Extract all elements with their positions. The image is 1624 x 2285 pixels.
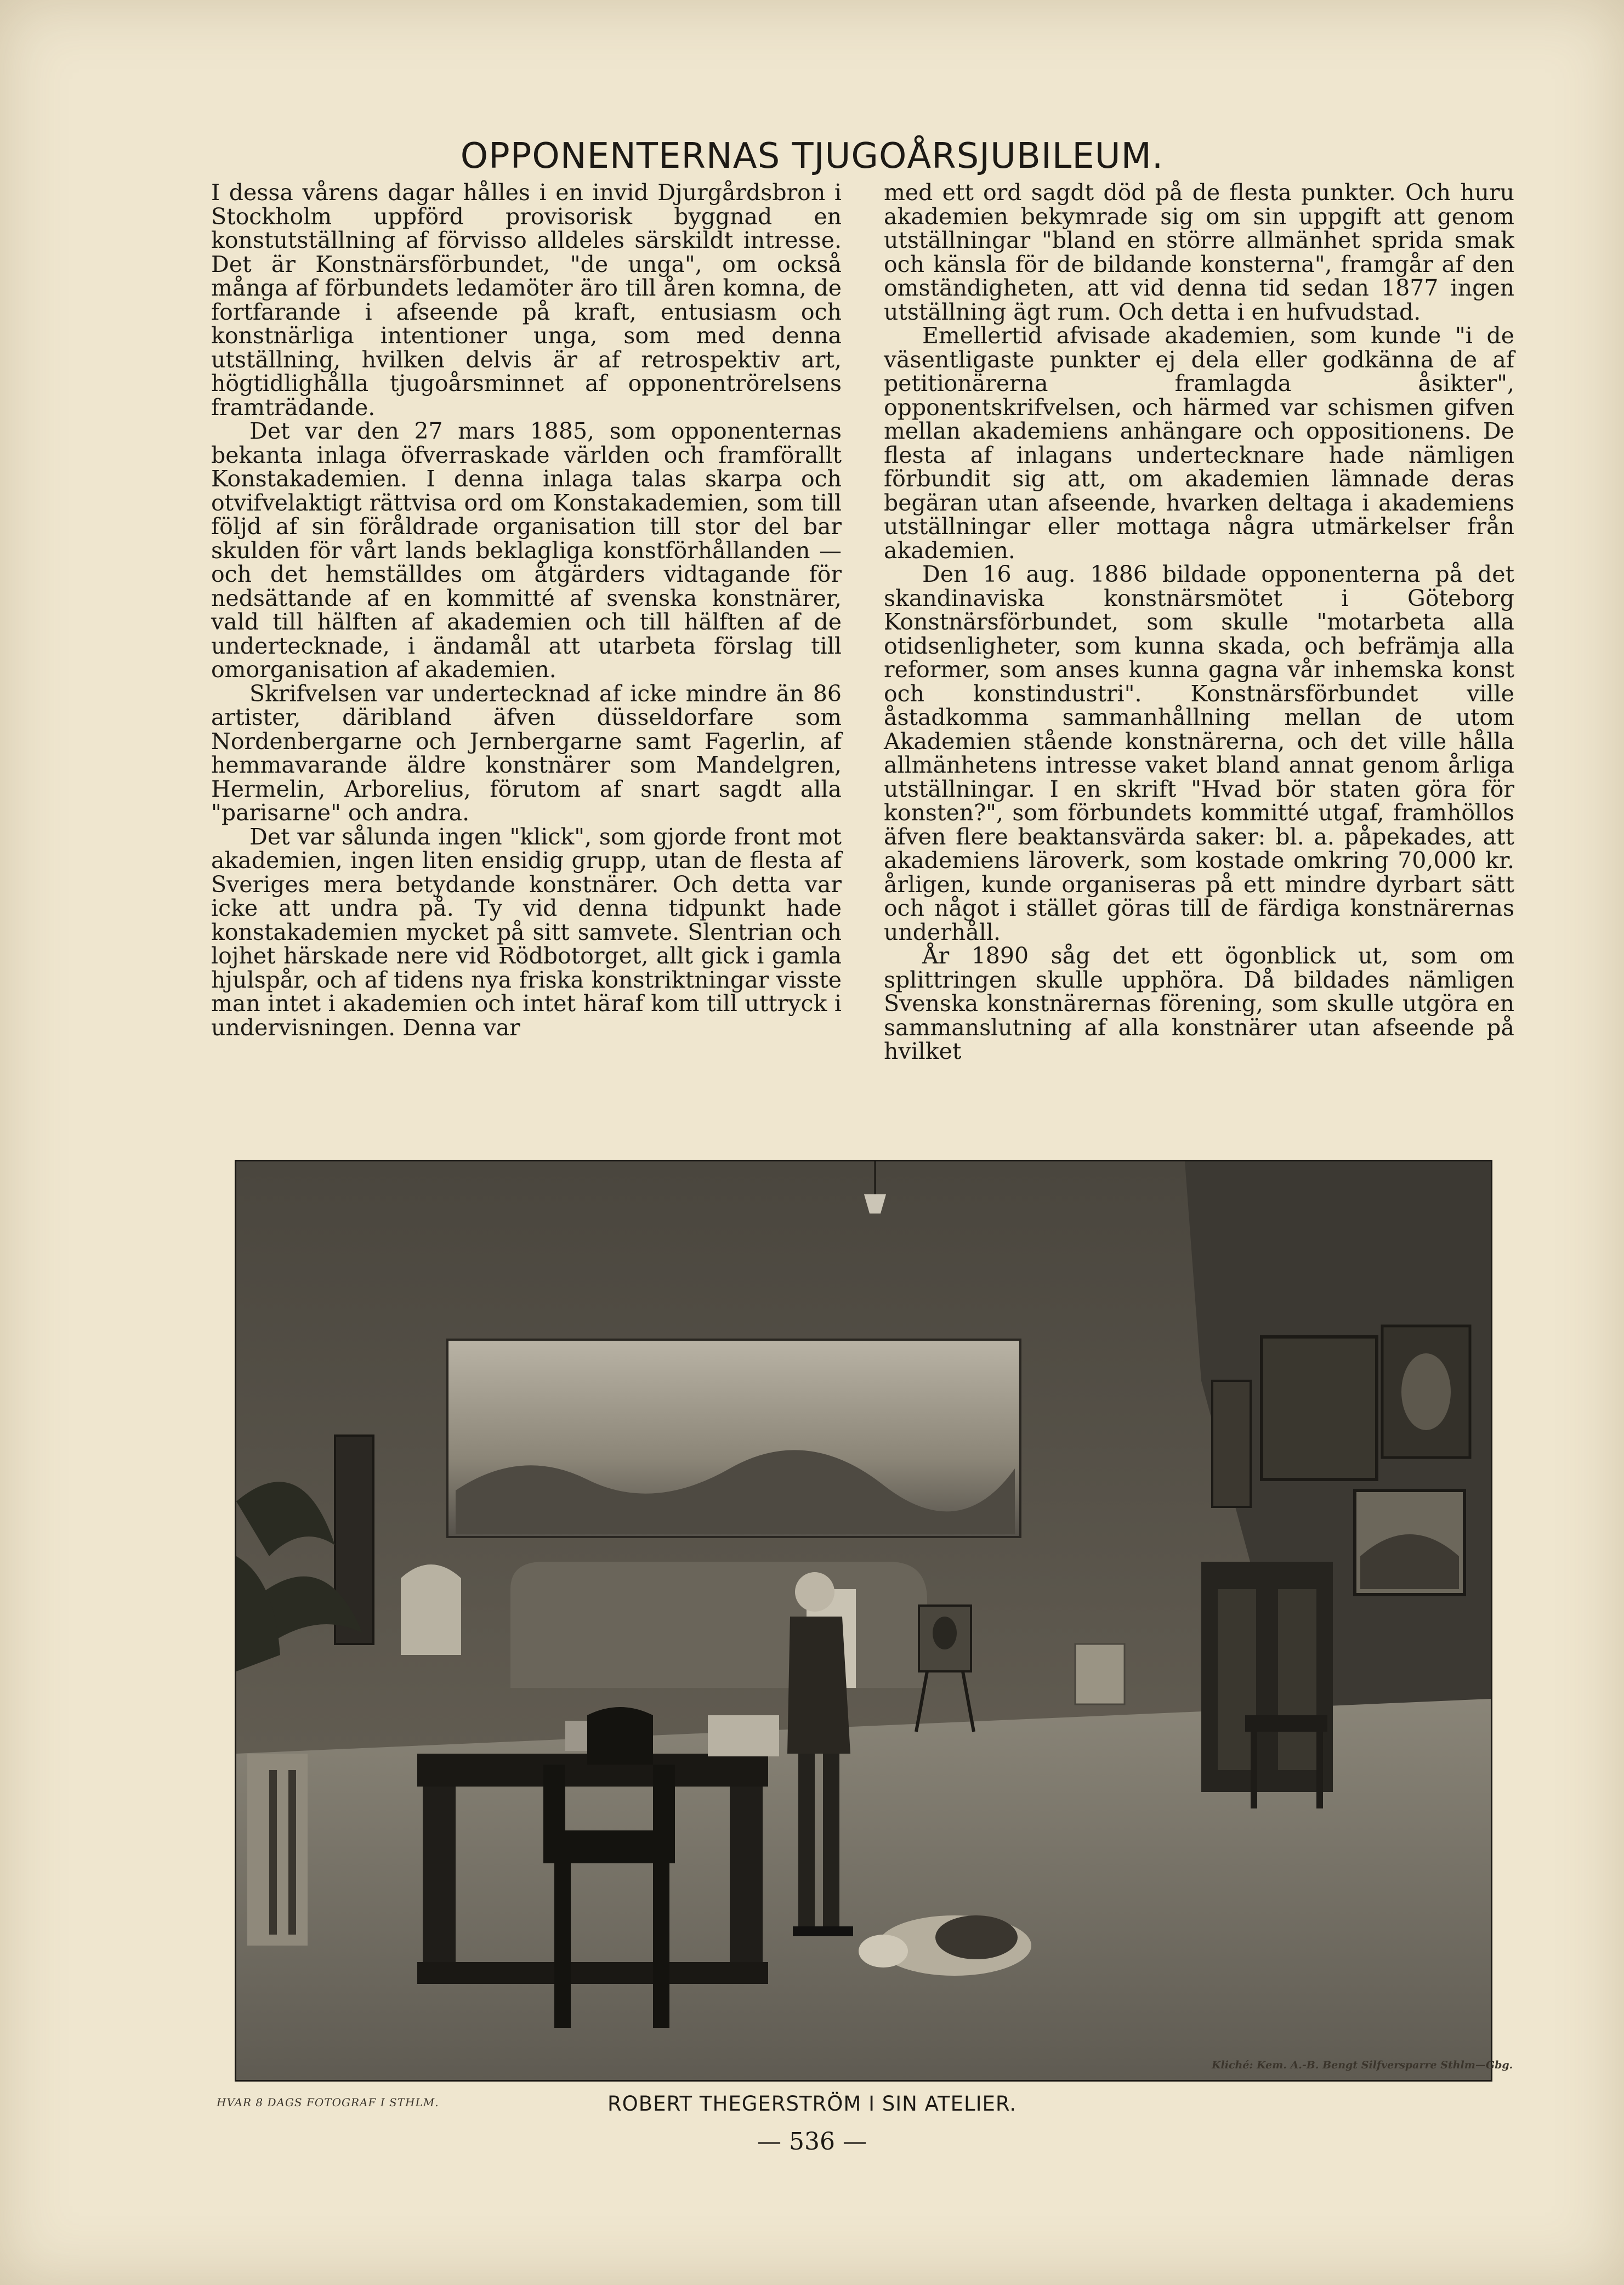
framed-painting bbox=[1262, 1337, 1377, 1479]
paragraph: År 1890 såg det ett ögonblick ut, som om splittringen skulle upphöra. Då bildades nämligen Svenska konstnärernas förening, som skulle utgöra en sammanslutning af alla konstnärer utan afseende på hvilket bbox=[884, 943, 1514, 1064]
text-column-right bbox=[884, 181, 1514, 1064]
paragraph: Skrifvelsen var undertecknad af icke mindre än 86 artister, däribland äfven düsseldorfare som Nordenbergarne och Jernbergarne samt Fagerlin, af hemmavarande äldre konstnärer som Mandelgren, Hermelin, Arborelius, förutom af snart sagdt alla "parisarne" och andra. bbox=[211, 680, 842, 826]
paragraph: I dessa vårens dagar hålles i en invid Djurgårdsbron i Stockholm uppförd provisorisk byggnad en konstutställning af förvisso alldeles särskildt intresse. Det är Konstnärsförbundet, "de unga", om också många af förbundets ledamöter äro till åren komna, de fortfarande i afseende på kraft, entusiasm och konstnärliga intentioner unga, som med denna utställning, hvilken delvis är af retrospektiv art, högtidlighålla tjugoårsminnet af opponentrörelsens framträdande. bbox=[211, 179, 842, 421]
atelier-photograph bbox=[235, 1160, 1492, 2082]
article-title: OPPONENTERNAS TJUGOÅRSJUBILEUM. bbox=[460, 135, 1164, 177]
text-column-left bbox=[211, 181, 842, 1040]
photo-credit-left: HVAR 8 DAGS FOTOGRAF I STHLM. bbox=[217, 2096, 439, 2109]
paragraph: Den 16 aug. 1886 bildade opponenterna på det skandinaviska konstnärsmötet i Göteborg Konstnärsförbundet, som skulle "motarbeta alla otidsenligheter, som kunna skada, och befrämja alla reformer, som anses kunna gagna vår inhemska konst och konstindustri". Konstnärsförbundet ville åstadkomma sammanhållning mellan de utom Akademien stående konstnärerna, och det ville hålla allmänhetens intresse vaket bland annat genom årliga utställningar. I en skrift "Hvad bör staten göra för konsten?", som förbundets kommitté utgaf, framhöllos äfven flere beaktansvärda saker: bl. a. påpekades, att akademiens läroverk, som kostade omkring 70,000 kr. årligen, kunde organiseras på ett mindre dyrbart sätt och något i stället göras till de färdiga konstnärernas underhåll. bbox=[884, 561, 1514, 945]
window bbox=[401, 1564, 461, 1655]
photo-caption: ROBERT THEGERSTRÖM I SIN ATELIER. bbox=[607, 2092, 1017, 2116]
paragraph: Det var den 27 mars 1885, som opponenternas bekanta inlaga öfverraskade världen och framförallt Konstakademien. I denna inlaga talas skarpa och otvifvelaktigt rättvisa ord om Konstakademien, som till följd af sin föråldrade organisation till stor del bar skulden för vårt lands beklagliga konstförhållanden — och det hemställdes om åtgärders vidtagande för nedsättande af en kommitté af svenska konstnärer, vald till hälften af akademien och till hälften af de undertecknade, i ändamål att utarbeta förslag till omorganisation af akademien. bbox=[211, 418, 842, 683]
atelier-illustration bbox=[236, 1161, 1491, 2080]
page-number: — 536 — bbox=[757, 2128, 867, 2156]
paragraph: Det var sålunda ingen "klick", som gjorde front mot akademien, ingen liten ensidig grupp, utan de flesta af Sveriges mera betydande konstnärer. Och detta var icke att undra på. Ty vid denna tidpunkt hade konstakademien mycket på sitt samvete. Slentrian och lojhet härskade nere vid Rödbotorget, allt gick i gamla hjulspår, och af tidens nya friska konstriktningar visste man intet i akademien och intet häraf kom till uttryck i undervisningen. Denna var bbox=[211, 823, 842, 1041]
photo-credit-right: Kliché: Kem. A.-B. Bengt Silfversparre Sthlm—Gbg. bbox=[1212, 2059, 1513, 2071]
paragraph: med ett ord sagdt död på de flesta punkter. Och huru akademien bekymrade sig om sin uppgift att genom utställningar "bland en större allmänhet sprida smak och känsla för de bildande konsterna", framgår af den omständigheten, att vid denna tid sedan 1877 ingen utställning ägt rum. Och detta i en hufvudstad. bbox=[884, 179, 1514, 325]
paragraph: Emellertid afvisade akademien, som kunde "i de väsentligaste punkter ej dela eller godkänna de af petitionärerna framlagda åsikter", opponentskrifvelsen, och härmed var schismen gifven mellan akademiens anhängare och oppositionens. De flesta af inlagans undertecknare hade nämligen förbundit sig att, om akademien lämnade deras begäran utan afseende, hvarken deltaga i akademiens utställningar eller mottaga några utmärkelser från akademien. bbox=[884, 322, 1514, 564]
